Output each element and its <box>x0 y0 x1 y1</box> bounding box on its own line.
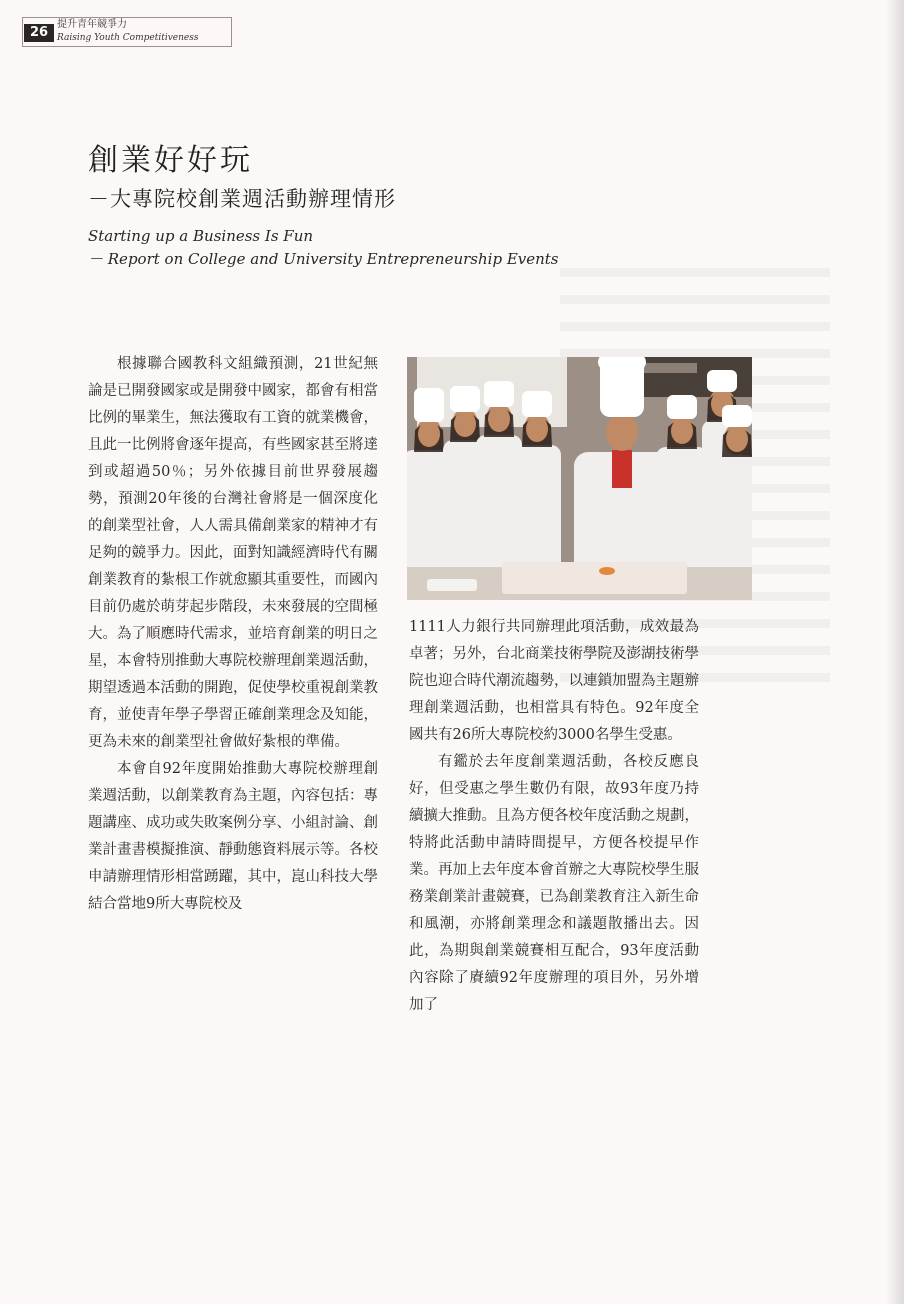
paragraph-3: 有鑑於去年度創業週活動，各校反應良好，但受惠之學生數仍有限，故93年度乃持續擴大推動。且為方便各校年度活動之規劃，特將此活動申請時間提早，方便各校提早作業。再加上去年度本會首辦之大專院校學生服務業創業計畫競賽，已為創業教育注入新生命和風潮，亦將創業理念和議題散播出去。因此，為期與創業競賽相互配合，93年度活動內容除了賡續92年度辦理的項目外，另外增加了 <box>409 754 699 1013</box>
chef-face-front <box>726 426 748 452</box>
chef-face-front <box>671 418 693 444</box>
chef-hat <box>707 370 737 392</box>
chef-face-front <box>418 421 440 447</box>
instructor-face <box>606 413 638 451</box>
section-title-en: Raising Youth Competitiveness <box>57 33 199 43</box>
article-subtitle-en: － Report on College and University Entrepreneurship Events <box>88 250 559 268</box>
plate <box>427 579 477 591</box>
paragraph-2-continued: 1111人力銀行共同辦理此項活動，成效最為卓著；另外，台北商業技術學院及澎湖技術學院也迎合時代潮流趨勢，以連鎖加盟為主題辦理創業週活動，也相當具有特色。92年度全國共有26所大專院校約3000名學生受惠。 <box>409 619 699 743</box>
hood-vent <box>637 363 697 373</box>
paragraph-1: 根據聯合國教科文組織預測，21世紀無論是已開發國家或是開發中國家，都會有相當比例的畢業生，無法獲取有工資的就業機會，且此一比例將會逐年提高，有些國家甚至將達到或超過50％；另外依據目前世界發展趨勢，預測20年後的台灣社會將是一個深度化的創業型社會，人人需具備創業家的精神才有足夠的競爭力。因此，面對知識經濟時代有關創業教育的紮根工作就愈顯其重要性，而國內目前仍處於萌芽起步階段，未來發展的空間極大。為了順應時代需求，並培育創業的明日之星，本會特別推動大專院校辦理創業週活動，期望透過本活動的開跑，促使學校重視創業教育，並使青年學子學習正確創業理念及知能，更為未來的創業型社會做好紮根的準備。 <box>88 356 378 750</box>
instructor-scarf <box>612 450 632 488</box>
section-title-zh: 提升青年競爭力 <box>57 19 127 30</box>
paragraph-2-start: 本會自92年度開始推動大專院校辦理創業週活動，以創業教育為主題，內容包括：專題講座、成功或失敗案例分享、小組討論、創業計畫書模擬推演、靜動態資料展示等。各校申請辦理情形相當踴躍，其中，崑山科技大學結合當地9所大專院校及 <box>88 761 378 912</box>
body-column-left <box>88 351 378 918</box>
cutting-board <box>502 562 687 594</box>
chef-hat <box>522 391 552 417</box>
chef-class-photo <box>407 357 752 600</box>
article-title-en: Starting up a Business Is Fun <box>88 227 314 245</box>
article-title-zh: 創業好好玩 <box>88 143 253 178</box>
chef-hat <box>667 395 697 419</box>
chef-face-front <box>488 406 510 432</box>
page-number: 26 <box>24 24 54 42</box>
chef-class-photo-image <box>407 357 752 600</box>
chef-hat <box>484 381 514 407</box>
chef-face-front <box>454 411 476 437</box>
body-column-right <box>409 614 699 1019</box>
chef-hat <box>450 386 480 412</box>
article-subtitle-zh: －大專院校創業週活動辦理情形 <box>88 187 396 211</box>
page-edge-shadow <box>886 0 904 1304</box>
food-item <box>599 567 615 575</box>
chef-face-front <box>526 416 548 442</box>
chef-hat <box>722 405 752 427</box>
chef-hat <box>414 388 444 422</box>
